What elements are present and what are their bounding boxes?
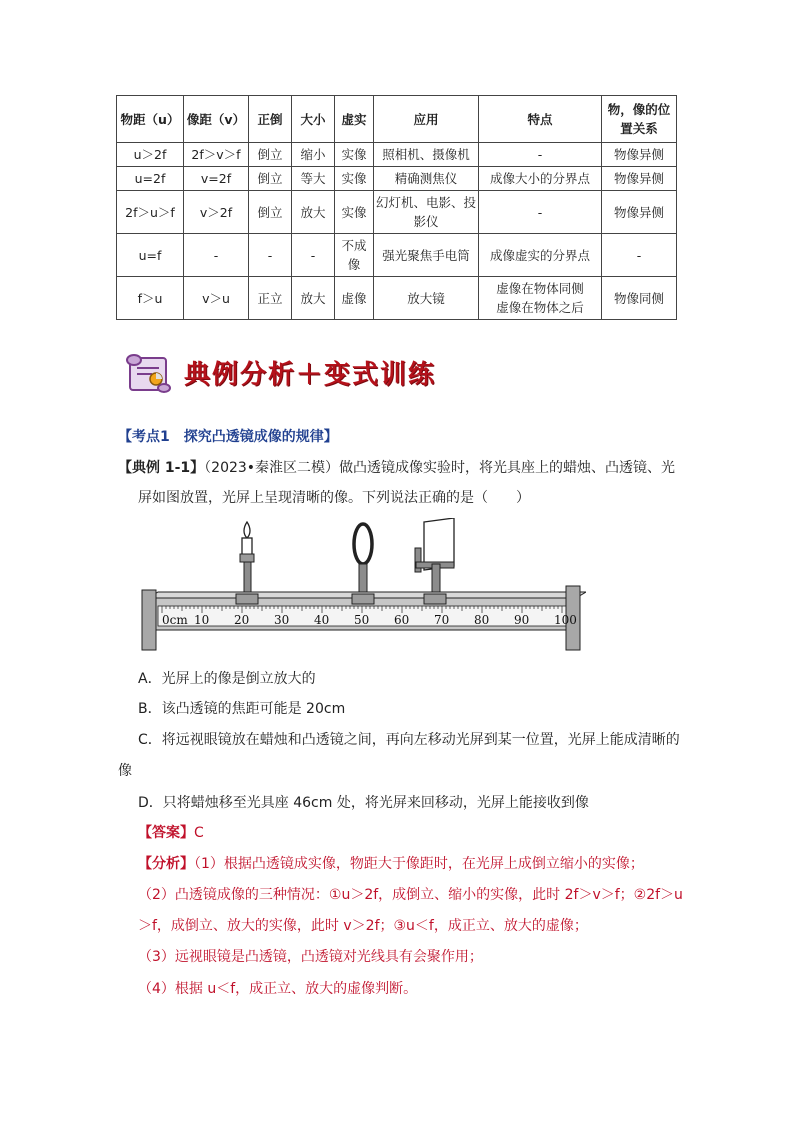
table-cell: v=2f — [184, 167, 249, 191]
ruler-label: 100 — [554, 613, 577, 627]
table-cell: 不成像 — [335, 234, 374, 277]
table-cell: - — [292, 234, 335, 277]
table-cell: u＞2f — [117, 143, 184, 167]
table-cell: 放大 — [292, 191, 335, 234]
option-a: A．光屏上的像是倒立放大的 — [138, 671, 316, 687]
header-real-virtual: 虚实 — [335, 96, 374, 143]
analysis-line3: ＞f，成倒立、放大的实像，此时 v＞2f；③u＜f，成正立、放大的虚像； — [138, 918, 588, 934]
header-feature: 特点 — [479, 96, 602, 143]
ruler-label: 10 — [194, 613, 210, 627]
banner-title: 典例分析＋变式训练 — [184, 360, 437, 390]
table-cell: 照相机、摄像机 — [374, 143, 479, 167]
table-cell: 2f＞u＞f — [117, 191, 184, 234]
table-cell: - — [249, 234, 292, 277]
table-cell: 放大 — [292, 277, 335, 320]
table-row — [117, 191, 677, 234]
option-c-line1: C．将远视眼镜放在蜡烛和凸透镜之间，再向左移动光屏到某一位置，光屏上能成清晰的 — [138, 732, 680, 748]
convex-lens — [354, 524, 372, 598]
table-cell: 物像异侧 — [602, 167, 677, 191]
table-row — [117, 234, 677, 277]
ruler-label: 90 — [514, 613, 530, 627]
table-cell: - — [479, 191, 602, 234]
answer-line — [138, 822, 204, 842]
table-cell: 物像异侧 — [602, 191, 677, 234]
ruler-label: 20 — [234, 613, 250, 627]
table-cell: 成像大小的分界点 — [479, 167, 602, 191]
analysis-text: （1）根据凸透镜成实像，物距大于像距时，在光屏上成倒立缩小的实像； — [194, 856, 644, 872]
table-cell: u=2f — [117, 167, 184, 191]
table-cell: 实像 — [335, 167, 374, 191]
table-cell: u=f — [117, 234, 184, 277]
table-cell: 正立 — [249, 277, 292, 320]
table-cell: 2f＞v＞f — [184, 143, 249, 167]
table-row — [117, 143, 677, 167]
analysis-line4: （3）远视眼镜是凸透镜，凸透镜对光线具有会聚作用； — [138, 949, 483, 965]
option-d: D．只将蜡烛移至光具座 46cm 处，将光屏来回移动，光屏上能接收到像 — [138, 795, 589, 811]
table-cell: - — [602, 234, 677, 277]
table-cell: f＞u — [117, 277, 184, 320]
table-header-row — [117, 96, 677, 143]
header-object-distance: 物距（u） — [117, 96, 184, 143]
table-cell: 物像同侧 — [602, 277, 677, 320]
ruler-label: 40 — [314, 613, 330, 627]
table-cell: 强光聚焦手电筒 — [374, 234, 479, 277]
table-cell: 实像 — [335, 143, 374, 167]
header-application: 应用 — [374, 96, 479, 143]
question-stem-line1 — [118, 457, 675, 477]
option-b: B．该凸透镜的焦距可能是 20cm — [138, 701, 346, 717]
scroll-icon — [124, 352, 182, 394]
table-cell: 等大 — [292, 167, 335, 191]
header-size: 大小 — [292, 96, 335, 143]
table-cell: 实像 — [335, 191, 374, 234]
analysis-label: 【分析】 — [138, 856, 194, 872]
question-text: 做凸透镜成像实验时，将光具座上的蜡烛、凸透镜、光 — [339, 460, 676, 476]
light-screen — [415, 518, 454, 598]
table-cell: - — [479, 143, 602, 167]
question-source: （2023•秦淮区二模） — [204, 460, 340, 476]
answer-value: C — [194, 825, 204, 841]
table-row — [117, 277, 677, 320]
table-cell: 物像异侧 — [602, 143, 677, 167]
imaging-rules-table — [116, 95, 677, 320]
analysis-line2: （2）凸透镜成像的三种情况：①u＞2f，成倒立、缩小的实像，此时 2f＞v＞f；②2f＞u — [138, 887, 683, 903]
table-cell: 放大镜 — [374, 277, 479, 320]
table-row — [117, 167, 677, 191]
table-cell: 虚像在物体同侧 虚像在物体之后 — [479, 277, 602, 320]
table-cell: 倒立 — [249, 143, 292, 167]
topic-heading: 【考点1 探究凸透镜成像的规律】 — [118, 429, 338, 445]
candle — [240, 522, 254, 598]
option-c-line2: 像 — [118, 763, 132, 779]
section-banner — [124, 352, 464, 394]
table-cell: 精确测焦仪 — [374, 167, 479, 191]
table-cell: v＞2f — [184, 191, 249, 234]
table-cell: 虚像 — [335, 277, 374, 320]
analysis-line1 — [138, 853, 644, 873]
header-image-distance: 像距（v） — [184, 96, 249, 143]
table-cell: 幻灯机、电影、投影仪 — [374, 191, 479, 234]
ruler-label: 70 — [434, 613, 450, 627]
header-position-relation: 物，像的位置关系 — [602, 96, 677, 143]
ruler-label: 80 — [474, 613, 490, 627]
header-orientation: 正倒 — [249, 96, 292, 143]
table-cell: 成像虚实的分界点 — [479, 234, 602, 277]
table-cell: - — [184, 234, 249, 277]
analysis-line5: （4）根据 u＜f，成正立、放大的虚像判断。 — [138, 981, 418, 997]
ruler-label: 60 — [394, 613, 410, 627]
question-stem-line2: 屏如图放置，光屏上呈现清晰的像。下列说法正确的是（ ） — [138, 490, 530, 506]
optical-bench-figure — [136, 518, 586, 658]
table-cell: 缩小 — [292, 143, 335, 167]
ruler-label: 30 — [274, 613, 290, 627]
table-cell: v＞u — [184, 277, 249, 320]
ruler-label: 50 — [354, 613, 370, 627]
question-tag: 【典例 1-1】 — [118, 460, 205, 476]
table-cell: 倒立 — [249, 167, 292, 191]
ruler-label: 0cm — [162, 613, 188, 627]
answer-label: 【答案】 — [138, 825, 194, 841]
table-cell: 倒立 — [249, 191, 292, 234]
